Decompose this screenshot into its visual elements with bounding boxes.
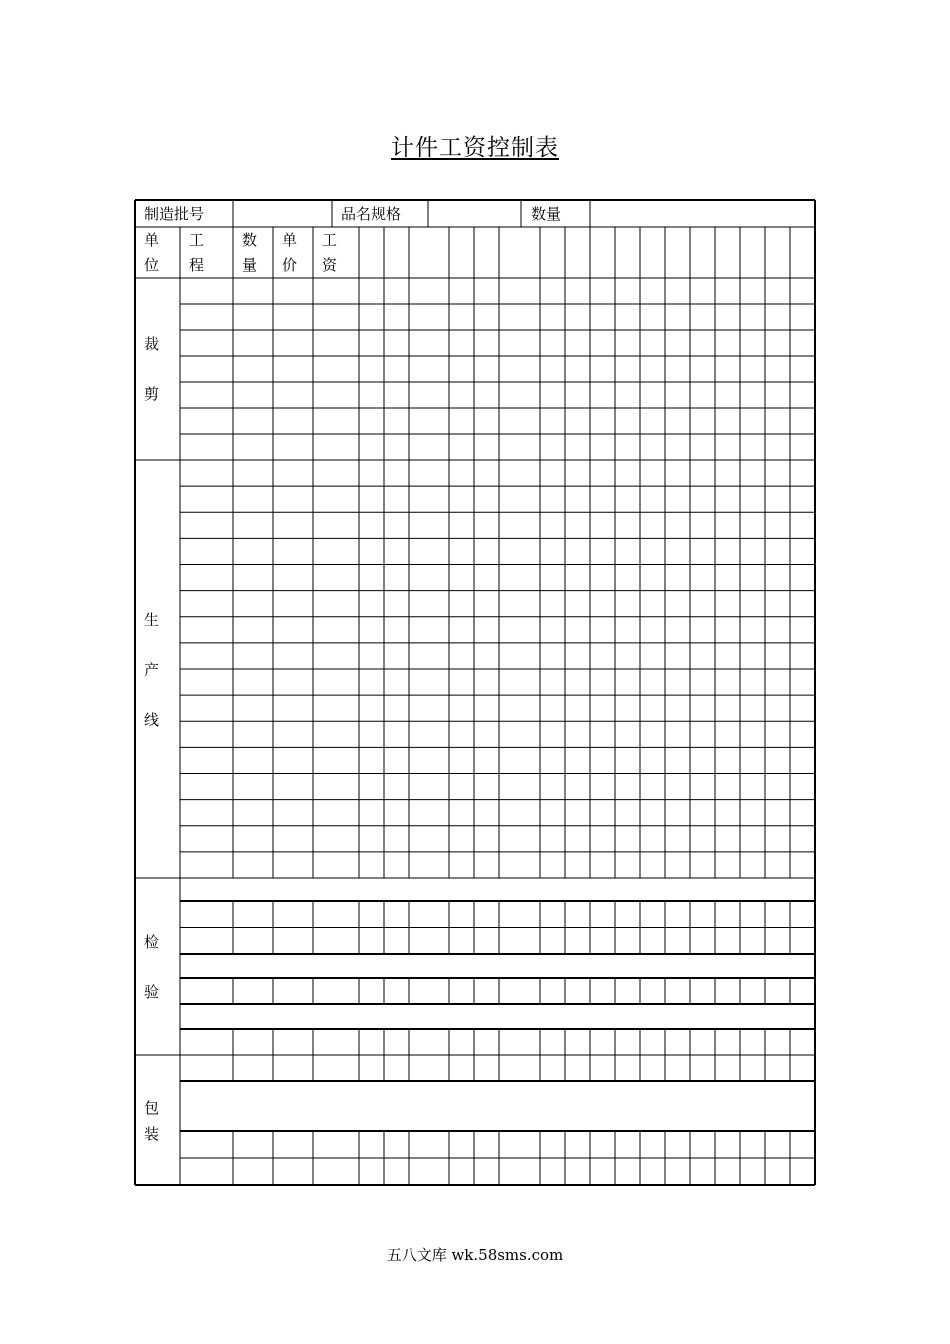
column-header-char: 价 [282, 256, 298, 274]
section-label-inspection: 验 [144, 983, 160, 1001]
section-label-packaging: 装 [144, 1125, 160, 1143]
column-header-char: 工 [322, 231, 338, 249]
column-header-char: 程 [189, 256, 205, 274]
product-spec-label: 品名规格 [341, 205, 402, 223]
section-label-production: 生 [144, 611, 160, 629]
column-header-char: 数 [242, 231, 258, 249]
section-label-cutting: 裁 [144, 335, 160, 353]
section-label-cutting: 剪 [144, 385, 160, 403]
section-label-inspection: 检 [144, 933, 160, 951]
column-header-char: 量 [242, 256, 258, 274]
footer-text: 五八文库 wk.58sms.com [386, 1246, 564, 1264]
column-header-char: 单 [282, 231, 298, 249]
column-header-char: 工 [189, 231, 205, 249]
column-header-char: 单 [144, 231, 160, 249]
page-title: 计件工资控制表 [391, 135, 559, 161]
batch-number-label: 制造批号 [144, 205, 205, 223]
section-label-production: 产 [144, 661, 160, 679]
column-header-char: 位 [144, 256, 160, 274]
quantity-label: 数量 [531, 205, 562, 223]
section-label-packaging: 包 [144, 1099, 160, 1117]
section-label-production: 线 [144, 711, 160, 729]
column-header-char: 资 [322, 256, 338, 274]
